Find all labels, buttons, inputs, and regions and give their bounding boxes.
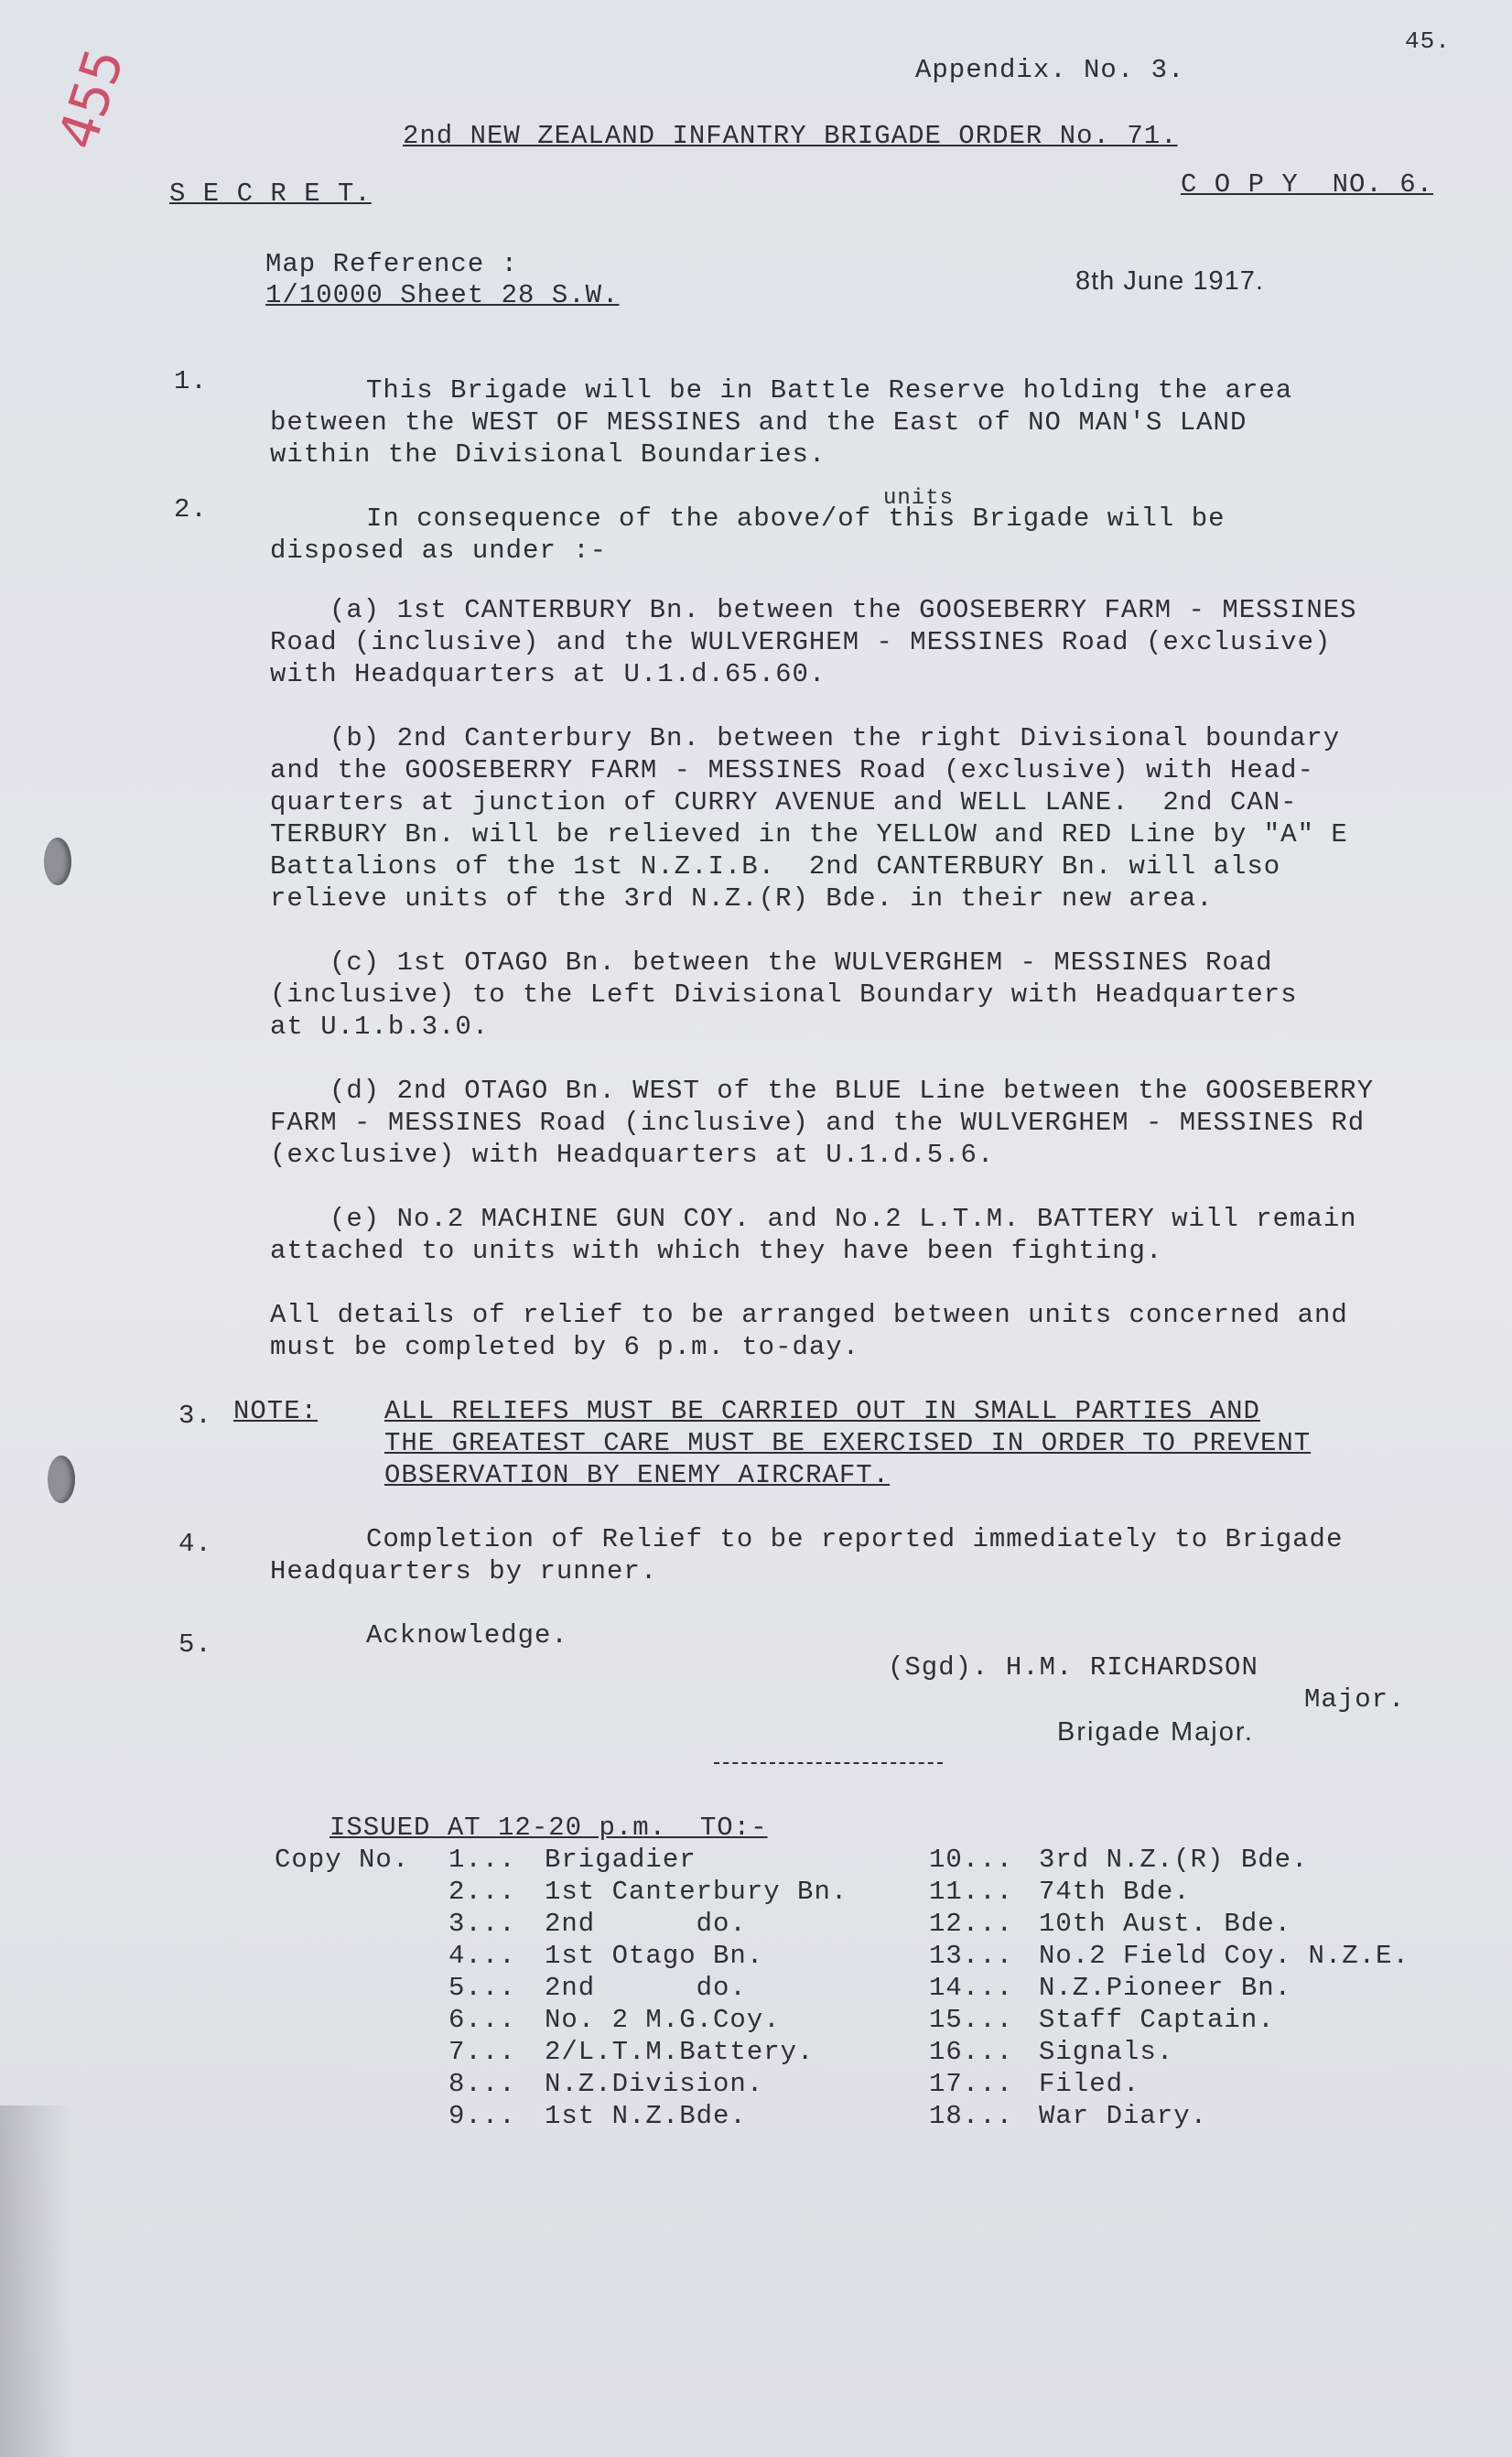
para-2f-line: All details of relief to be arranged between units concerned and bbox=[270, 1300, 1348, 1330]
distribution-recipient: 1st N.Z.Bde. bbox=[545, 2101, 747, 2131]
distribution-recipient: 2/L.T.M.Battery. bbox=[545, 2037, 815, 2067]
distribution-copy-number: 3... bbox=[448, 1909, 516, 1939]
distribution-recipient: 74th Bde. bbox=[1039, 1877, 1191, 1907]
para-2b-line: relieve units of the 3rd N.Z.(R) Bde. in their new area. bbox=[270, 883, 1214, 914]
distribution-recipient: Filed. bbox=[1039, 2069, 1140, 2099]
signature-rank: Major. bbox=[1304, 1684, 1406, 1715]
insertion-word: units bbox=[883, 486, 955, 511]
issued-line: ISSUED AT 12-20 p.m. TO:- bbox=[329, 1813, 768, 1843]
distribution-recipient: 3rd N.Z.(R) Bde. bbox=[1039, 1845, 1309, 1875]
para-2b-line: and the GOOSEBERRY FARM - MESSINES Road (exclusive) with Head- bbox=[270, 755, 1314, 785]
para-number: 2. bbox=[174, 494, 208, 525]
para-number: 5. bbox=[178, 1629, 212, 1660]
para-5-line: Acknowledge. bbox=[366, 1620, 568, 1651]
distribution-copy-number: 16... bbox=[929, 2037, 1014, 2067]
para-1-line: This Brigade will be in Battle Reserve holding the area bbox=[366, 375, 1293, 406]
order-date: 8th June 1917. bbox=[1075, 266, 1264, 296]
para-2a-line: Road (inclusive) and the WULVERGHEM - MESSINES Road (exclusive) bbox=[270, 627, 1332, 657]
distribution-recipient: Brigadier bbox=[545, 1845, 697, 1875]
distribution-copy-number: 8... bbox=[448, 2069, 516, 2099]
para-2b-line: Battalions of the 1st N.Z.I.B. 2nd CANTERBURY Bn. will also bbox=[270, 851, 1281, 882]
para-2e-line: (e) No.2 MACHINE GUN COY. and No.2 L.T.M. BATTERY will remain bbox=[329, 1204, 1357, 1234]
pencil-mark: 455 bbox=[46, 40, 136, 157]
distribution-recipient: Staff Captain. bbox=[1039, 2005, 1275, 2035]
distribution-copy-number: 5... bbox=[448, 1973, 516, 2003]
para-2e-line: attached to units with which they have been fighting. bbox=[270, 1236, 1163, 1266]
para-2b-line: TERBURY Bn. will be relieved in the YELLOW and RED Line by "A" E bbox=[270, 819, 1348, 850]
distribution-copy-number: 11... bbox=[929, 1877, 1014, 1907]
para-2b-line: quarters at junction of CURRY AVENUE and WELL LANE. 2nd CAN- bbox=[270, 787, 1298, 817]
para-2a-line: (a) 1st CANTERBURY Bn. between the GOOSEBERRY FARM - MESSINES bbox=[329, 595, 1357, 625]
signature-name: (Sgd). H.M. RICHARDSON bbox=[888, 1652, 1258, 1683]
distribution-copy-number: 2... bbox=[448, 1877, 516, 1907]
copy-number: C O P Y NO. 6. bbox=[1181, 169, 1434, 200]
para-number: 1. bbox=[174, 366, 208, 396]
para-2-line: disposed as under :- bbox=[270, 536, 608, 566]
distribution-copy-number: 4... bbox=[448, 1941, 516, 1971]
map-reference-label: Map Reference : bbox=[265, 249, 519, 279]
punch-hole bbox=[44, 838, 71, 885]
para-number: 3. bbox=[178, 1401, 212, 1431]
para-2b-line: (b) 2nd Canterbury Bn. between the right Divisional boundary bbox=[329, 723, 1341, 753]
distribution-recipient: N.Z.Division. bbox=[545, 2069, 764, 2099]
note-label: NOTE: bbox=[233, 1396, 319, 1426]
corner-number: 45. bbox=[1405, 27, 1451, 55]
page-shadow bbox=[0, 2105, 73, 2457]
distribution-recipient: 1st Otago Bn. bbox=[545, 1941, 764, 1971]
distribution-recipient: N.Z.Pioneer Bn. bbox=[1039, 1973, 1292, 2003]
note-line: ALL RELIEFS MUST BE CARRIED OUT IN SMALL PARTIES AND bbox=[384, 1396, 1260, 1426]
separator-line bbox=[714, 1762, 943, 1764]
para-2d-line: (exclusive) with Headquarters at U.1.d.5.6. bbox=[270, 1140, 995, 1170]
distribution-copy-number: 18... bbox=[929, 2101, 1014, 2131]
secret-label: S E C R E T. bbox=[169, 179, 372, 209]
distribution-recipient: 2nd do. bbox=[545, 1973, 747, 2003]
distribution-copy-number: 12... bbox=[929, 1909, 1014, 1939]
copy-label: Copy No. bbox=[275, 1845, 410, 1875]
para-2f-line: must be completed by 6 p.m. to-day. bbox=[270, 1332, 860, 1362]
distribution-copy-number: 14... bbox=[929, 1973, 1014, 2003]
para-2d-line: FARM - MESSINES Road (inclusive) and the WULVERGHEM - MESSINES Rd bbox=[270, 1108, 1366, 1138]
note-line: THE GREATEST CARE MUST BE EXERCISED IN ORDER TO PREVENT bbox=[384, 1428, 1312, 1458]
punch-hole bbox=[48, 1456, 75, 1503]
distribution-copy-number: 10... bbox=[929, 1845, 1014, 1875]
para-2c-line: at U.1.b.3.0. bbox=[270, 1012, 490, 1042]
distribution-copy-number: 17... bbox=[929, 2069, 1014, 2099]
distribution-copy-number: 7... bbox=[448, 2037, 516, 2067]
distribution-recipient: 2nd do. bbox=[545, 1909, 747, 1939]
para-2a-line: with Headquarters at U.1.d.65.60. bbox=[270, 659, 826, 689]
signature-role: Brigade Major. bbox=[1057, 1717, 1254, 1747]
para-2-line: In consequence of the above/of this Brigade will be bbox=[366, 503, 1226, 534]
distribution-recipient: 1st Canterbury Bn. bbox=[545, 1877, 848, 1907]
distribution-recipient: 10th Aust. Bde. bbox=[1039, 1909, 1292, 1939]
note-line: OBSERVATION BY ENEMY AIRCRAFT. bbox=[384, 1460, 891, 1490]
distribution-copy-number: 1... bbox=[448, 1845, 516, 1875]
appendix-heading: Appendix. No. 3. bbox=[915, 55, 1185, 85]
distribution-copy-number: 6... bbox=[448, 2005, 516, 2035]
distribution-recipient: No. 2 M.G.Coy. bbox=[545, 2005, 781, 2035]
para-4-line: Headquarters by runner. bbox=[270, 1556, 658, 1586]
para-2d-line: (d) 2nd OTAGO Bn. WEST of the BLUE Line between the GOOSEBERRY bbox=[329, 1076, 1374, 1106]
distribution-copy-number: 9... bbox=[448, 2101, 516, 2131]
distribution-recipient: War Diary. bbox=[1039, 2101, 1208, 2131]
para-1-line: within the Divisional Boundaries. bbox=[270, 439, 826, 470]
distribution-copy-number: 13... bbox=[929, 1941, 1014, 1971]
para-number: 4. bbox=[178, 1529, 212, 1559]
para-1-line: between the WEST OF MESSINES and the East of NO MAN'S LAND bbox=[270, 407, 1247, 438]
order-title: 2nd NEW ZEALAND INFANTRY BRIGADE ORDER No. 71. bbox=[403, 121, 1178, 151]
distribution-recipient: Signals. bbox=[1039, 2037, 1174, 2067]
para-2c-line: (c) 1st OTAGO Bn. between the WULVERGHEM - MESSINES Road bbox=[329, 947, 1273, 978]
distribution-copy-number: 15... bbox=[929, 2005, 1014, 2035]
map-reference-sheet: 1/10000 Sheet 28 S.W. bbox=[265, 280, 620, 310]
para-4-line: Completion of Relief to be reported immediately to Brigade bbox=[366, 1524, 1344, 1554]
para-2c-line: (inclusive) to the Left Divisional Boundary with Headquarters bbox=[270, 980, 1298, 1010]
distribution-recipient: No.2 Field Coy. N.Z.E. bbox=[1039, 1941, 1409, 1971]
